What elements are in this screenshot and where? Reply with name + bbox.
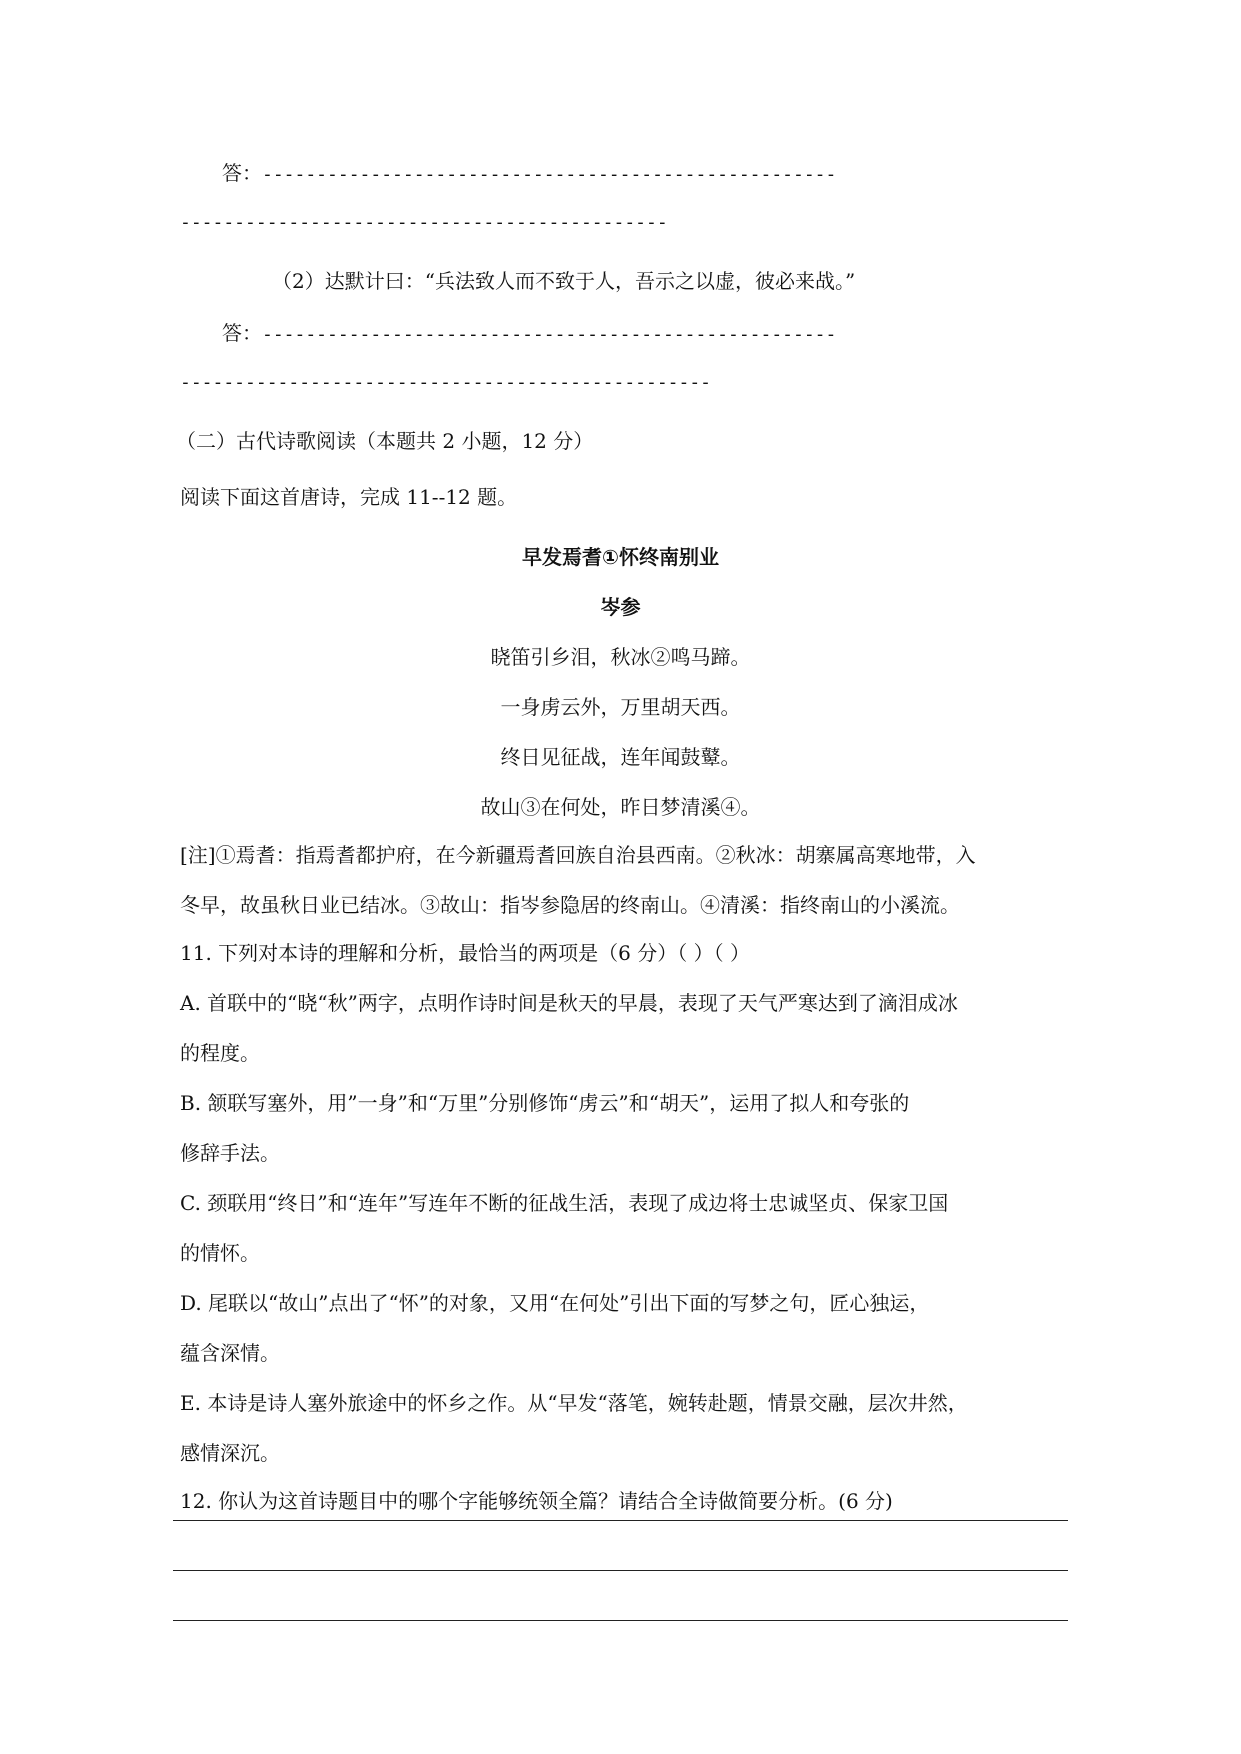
answer-2-line — [222, 320, 836, 348]
answer-rule-2 — [173, 1570, 1068, 1571]
question-12-stem: 12. 你认为这首诗题目中的哪个字能够统领全篇？请结合全诗做简要分析。(6 分) — [180, 1489, 893, 1513]
answer-rule-1 — [173, 1520, 1068, 1521]
section-instruction: 阅读下面这首唐诗，完成 11--12 题。 — [180, 485, 518, 509]
option-c-line-1: C. 颈联用“终日”和“连年”写连年不断的征战生活，表现了成边将士忠诚坚贞、保家卫国 — [180, 1191, 949, 1215]
note-line-1: [注]①焉耆：指焉耆都护府，在今新疆焉耆回族自治县西南。②秋冰：胡寨属高寒地带，入 — [180, 843, 976, 867]
answer-rule-3 — [173, 1620, 1068, 1621]
option-b-line-1: B. 颔联写塞外，用”一身”和“万里”分别修饰“虏云”和“胡天”，运用了拟人和夸张的 — [180, 1091, 910, 1115]
section-heading: （二）古代诗歌阅读（本题共 2 小题，12 分） — [176, 429, 594, 453]
answer-1-prefix: 答： — [222, 161, 262, 185]
answer-1-line — [222, 160, 836, 188]
answer-2-continuation: ------------------------------------------------- — [180, 372, 712, 393]
option-e-line-2: 感情深沉。 — [180, 1441, 280, 1465]
option-e-line-1: E. 本诗是诗人塞外旅途中的怀乡之作。从“早发“落笔，婉转赴题，情景交融，层次井然， — [180, 1391, 968, 1415]
answer-1-dashes: ----------------------------------------------------- — [262, 164, 837, 185]
option-d-line-1: D. 尾联以“故山”点出了“怀”的对象，又用“在何处”引出下面的写梦之句，匠心独运， — [180, 1291, 930, 1315]
question-11-stem: 11. 下列对本诗的理解和分析，最恰当的两项是（6 分）（ ）（ ） — [180, 941, 750, 965]
option-a-line-2: 的程度。 — [180, 1041, 260, 1065]
note-line-2: 冬早，故虽秋日业已结冰。③故山：指岑参隐居的终南山。④清溪：指终南山的小溪流。 — [180, 893, 960, 917]
poem-line-1: 晓笛引乡泪，秋冰②鸣马蹄。 — [490, 645, 751, 669]
answer-2-dashes: ----------------------------------------------------- — [262, 324, 837, 345]
option-d-line-2: 蕴含深情。 — [180, 1341, 280, 1365]
poem-author: 岑参 — [600, 595, 641, 619]
answer-1-continuation: --------------------------------------------- — [180, 212, 668, 233]
answer-2-prefix: 答： — [222, 321, 262, 345]
question-2-text: （2）达默计曰：“兵法致人而不致于人，吾示之以虚，彼必来战。” — [272, 269, 856, 293]
option-a-line-1: A. 首联中的“晓“秋”两字，点明作诗时间是秋天的早晨，表现了天气严寒达到了滴泪成冰 — [180, 991, 958, 1015]
poem-line-2: 一身虏云外，万里胡天西。 — [500, 695, 741, 719]
poem-line-3: 终日见征战，连年闻鼓鼙。 — [500, 745, 741, 769]
option-c-line-2: 的情怀。 — [180, 1241, 260, 1265]
poem-title: 早发焉耆①怀终南别业 — [522, 545, 719, 569]
poem-line-4: 故山③在何处，昨日梦清溪④。 — [480, 795, 761, 819]
option-b-line-2: 修辞手法。 — [180, 1141, 280, 1165]
